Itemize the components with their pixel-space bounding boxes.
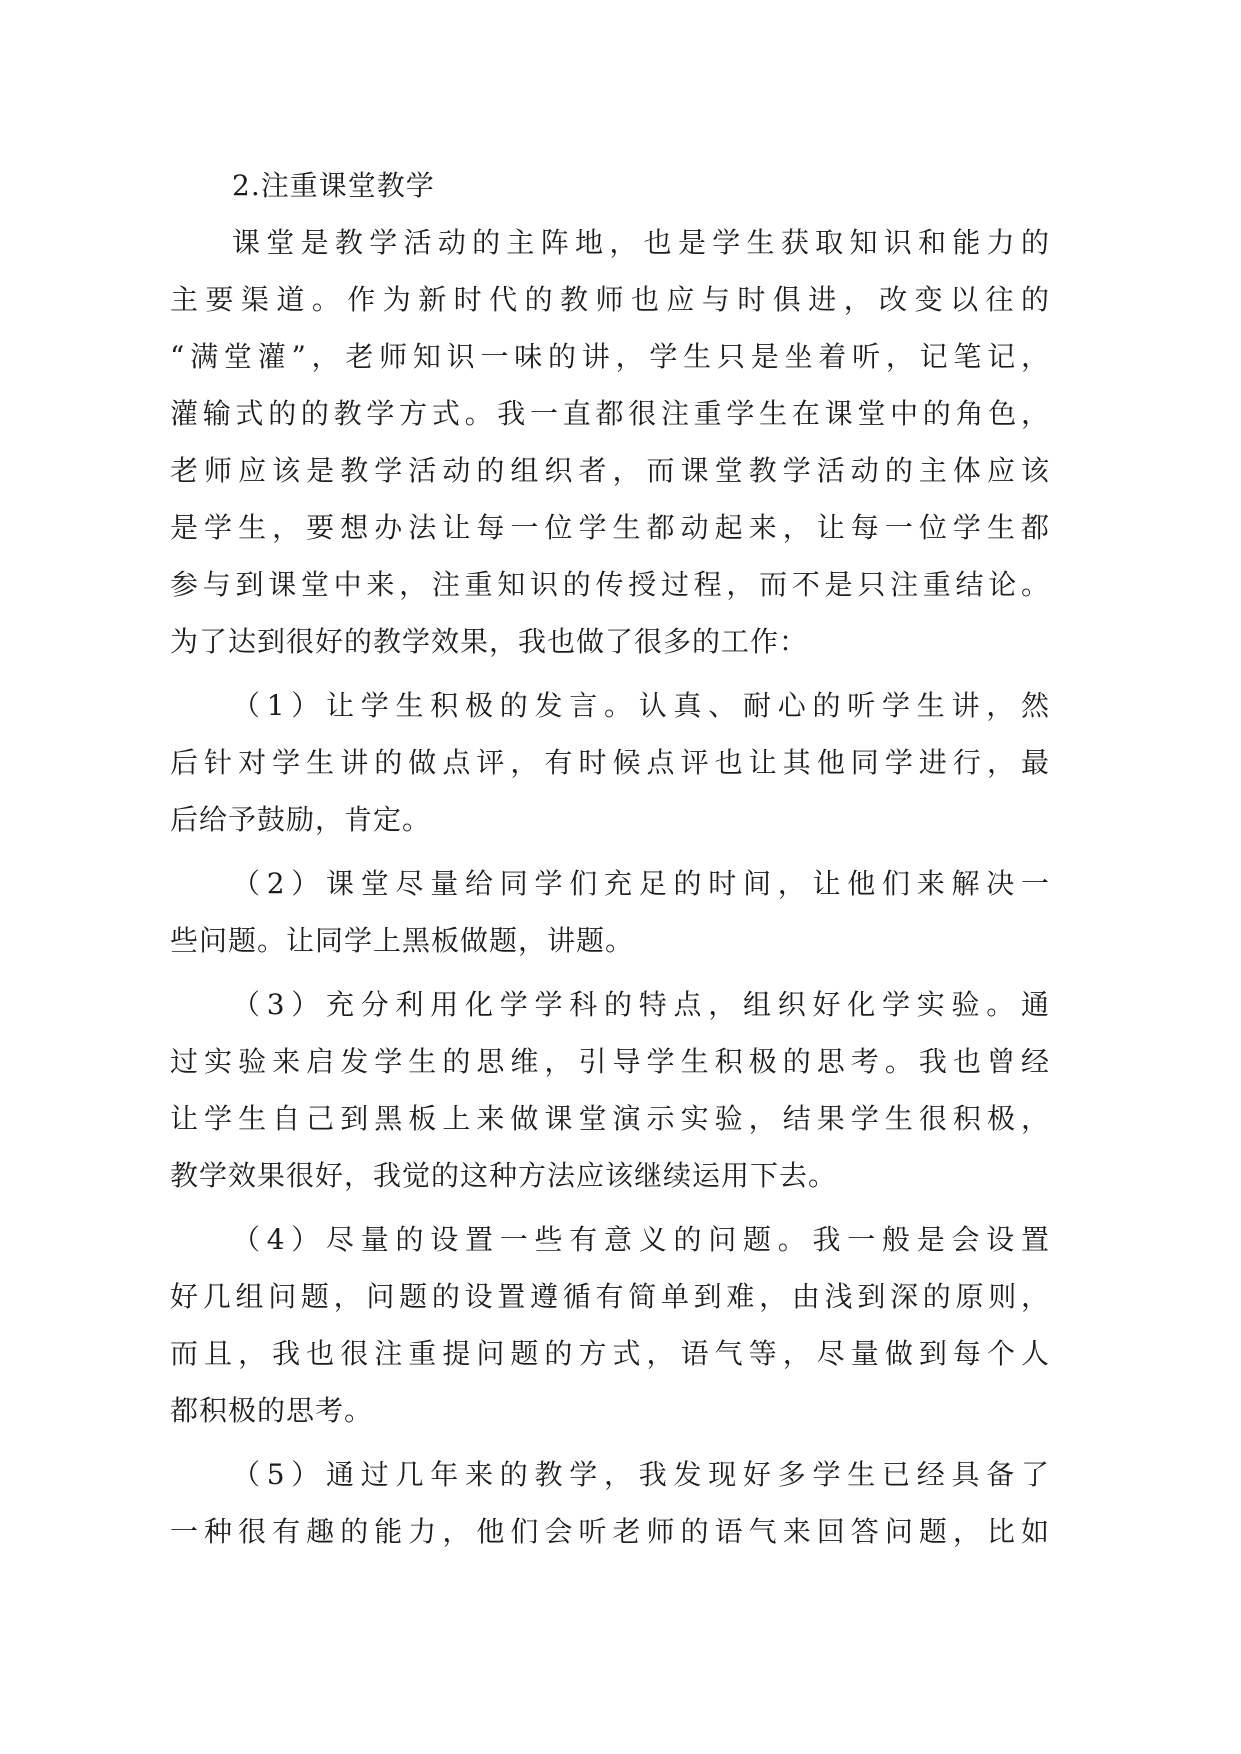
paragraph-line: （3）充分利用化学学科的特点，组织好化学实验。通 xyxy=(232,988,1050,1021)
paragraph-line: （2）课堂尽量给同学们充足的时间，让他们来解决一 xyxy=(232,867,1050,900)
paragraph-line: 老师应该是教学活动的组织者，而课堂教学活动的主体应该 xyxy=(170,454,1050,487)
paragraph-line: 些问题。让同学上黑板做题，讲题。 xyxy=(170,924,635,957)
document-body xyxy=(170,157,1050,1560)
paragraph-line: 让学生自己到黑板上来做课堂演示实验，结果学生很积极， xyxy=(170,1102,1050,1135)
paragraph-line: 过实验来启发学生的思维，引导学生积极的思考。我也曾经 xyxy=(170,1045,1050,1078)
paragraph-line: 是学生，要想办法让每一位学生都动起来，让每一位学生都 xyxy=(170,511,1050,544)
paragraph-line: 参与到课堂中来，注重知识的传授过程，而不是只注重结论。 xyxy=(170,568,1050,601)
paragraph-line: 为了达到很好的教学效果，我也做了很多的工作： xyxy=(170,625,809,658)
paragraph-item-3 xyxy=(170,976,1050,1204)
paragraph-item-2 xyxy=(170,855,1050,969)
paragraph-line: 课堂是教学活动的主阵地，也是学生获取知识和能力的 xyxy=(232,226,1050,259)
paragraph-classroom xyxy=(170,214,1050,670)
paragraph-line: 都积极的思考。 xyxy=(170,1394,374,1427)
paragraph-line: 主要渠道。作为新时代的教师也应与时俱进，改变以往的 xyxy=(170,283,1050,316)
paragraph-line: 后针对学生讲的做点评，有时候点评也让其他同学进行，最 xyxy=(170,746,1050,779)
paragraph-item-5 xyxy=(170,1446,1050,1560)
paragraph-line: 教学效果很好，我觉的这种方法应该继续运用下去。 xyxy=(170,1159,838,1192)
paragraph-line: （1）让学生积极的发言。认真、耐心的听学生讲，然 xyxy=(232,689,1050,722)
paragraph-item-4 xyxy=(170,1211,1050,1439)
paragraph-item-1 xyxy=(170,677,1050,848)
section-heading-block xyxy=(170,157,1050,214)
section-heading: 2.注重课堂教学 xyxy=(232,169,435,202)
paragraph-line: （5）通过几年来的教学，我发现好多学生已经具备了 xyxy=(232,1458,1050,1491)
paragraph-line: （4）尽量的设置一些有意义的问题。我一般是会设置 xyxy=(232,1223,1050,1256)
paragraph-line: 好几组问题，问题的设置遵循有简单到难，由浅到深的原则， xyxy=(170,1280,1050,1313)
paragraph-line: 后给予鼓励，肯定。 xyxy=(170,803,432,836)
paragraph-line: “满堂灌”，老师知识一味的讲，学生只是坐着听，记笔记， xyxy=(170,340,1050,373)
paragraph-line: 而且，我也很注重提问题的方式，语气等，尽量做到每个人 xyxy=(170,1337,1050,1370)
paragraph-line: 一种很有趣的能力，他们会听老师的语气来回答问题，比如 xyxy=(170,1515,1050,1548)
paragraph-line: 灌输式的的教学方式。我一直都很注重学生在课堂中的角色， xyxy=(170,397,1050,430)
